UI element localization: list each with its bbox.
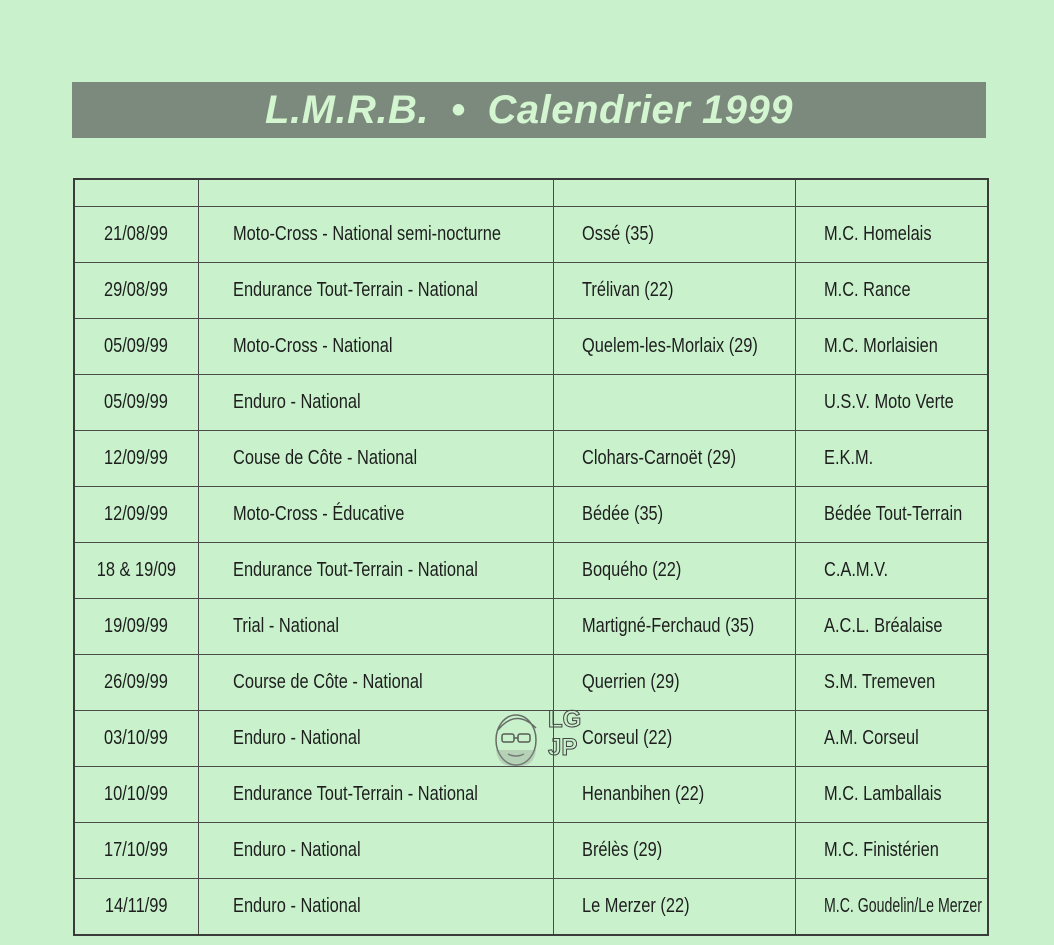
- event-cell: [198, 543, 553, 599]
- place-cell: [553, 487, 795, 543]
- place-cell: [553, 711, 795, 767]
- club-cell-text: M.C. Rance: [823, 279, 911, 301]
- date-cell-text: 19/09/99: [104, 615, 169, 637]
- watermark-letters: [548, 706, 581, 762]
- event-cell: [198, 319, 553, 375]
- date-cell-text: 05/09/99: [104, 391, 169, 413]
- club-cell-text: A.C.L. Bréalaise: [823, 615, 943, 637]
- event-cell-text: Enduro - National: [232, 895, 361, 917]
- club-cell-text: M.C. Goudelin/Le Merzer: [823, 895, 982, 917]
- title-left: L.M.R.B.: [265, 87, 429, 132]
- event-cell: [198, 375, 553, 431]
- place-cell-text: Henanbihen (22): [581, 783, 704, 805]
- event-cell-text: Moto-Cross - National: [232, 335, 393, 357]
- event-cell-text: Trial - National: [232, 615, 339, 637]
- event-cell-text: Moto-Cross - Éducative: [232, 503, 404, 525]
- place-cell-text: Trélivan (22): [581, 279, 673, 301]
- table-row: [74, 599, 988, 655]
- date-cell-text: 12/09/99: [104, 503, 169, 525]
- date-cell: [74, 599, 198, 655]
- date-cell-text: 05/09/99: [104, 335, 169, 357]
- date-cell: [74, 431, 198, 487]
- title-banner: [72, 82, 986, 138]
- club-cell-text: M.C. Finistérien: [823, 839, 939, 861]
- header-cell: [198, 179, 553, 207]
- place-cell: [553, 767, 795, 823]
- club-cell: [795, 655, 988, 711]
- table-row: [74, 543, 988, 599]
- table-row: [74, 375, 988, 431]
- title-separator: •: [451, 87, 466, 132]
- table-row: [74, 431, 988, 487]
- date-cell: [74, 711, 198, 767]
- club-cell-text: M.C. Morlaisien: [823, 335, 938, 357]
- event-cell-text: Endurance Tout-Terrain - National: [232, 279, 478, 301]
- place-cell: [553, 319, 795, 375]
- event-cell: [198, 487, 553, 543]
- club-cell-text: E.K.M.: [823, 447, 873, 469]
- table-row: [74, 823, 988, 879]
- header-cell: [74, 179, 198, 207]
- date-cell: [74, 823, 198, 879]
- date-cell: [74, 319, 198, 375]
- place-cell: [553, 207, 795, 263]
- date-cell-text: 21/08/99: [104, 223, 169, 245]
- place-cell: [553, 543, 795, 599]
- watermark-line1: LG: [548, 706, 582, 733]
- title-right: Calendrier 1999: [487, 87, 793, 132]
- club-cell: [795, 207, 988, 263]
- calendar-body: [74, 179, 988, 935]
- date-cell-text: 26/09/99: [104, 671, 169, 693]
- club-cell: [795, 487, 988, 543]
- date-cell: [74, 375, 198, 431]
- event-cell: [198, 207, 553, 263]
- club-cell: [795, 375, 988, 431]
- event-cell-text: Enduro - National: [232, 839, 361, 861]
- event-cell: [198, 431, 553, 487]
- club-cell: [795, 767, 988, 823]
- date-cell-text: 10/10/99: [104, 783, 169, 805]
- event-cell: [198, 263, 553, 319]
- event-cell: [198, 599, 553, 655]
- date-cell: [74, 767, 198, 823]
- place-cell: [553, 263, 795, 319]
- place-cell: [553, 375, 795, 431]
- club-cell-text: S.M. Tremeven: [823, 671, 935, 693]
- club-cell-text: C.A.M.V.: [823, 559, 888, 581]
- club-cell: [795, 599, 988, 655]
- club-cell: [795, 319, 988, 375]
- header-cell: [795, 179, 988, 207]
- club-cell-text: U.S.V. Moto Verte: [823, 391, 954, 413]
- table-row: [74, 767, 988, 823]
- date-cell: [74, 543, 198, 599]
- place-cell-text: Clohars-Carnoët (29): [581, 447, 736, 469]
- date-cell: [74, 207, 198, 263]
- event-cell-text: Moto-Cross - National semi-nocturne: [232, 223, 501, 245]
- table-row: [74, 263, 988, 319]
- event-cell-text: Endurance Tout-Terrain - National: [232, 559, 478, 581]
- table-row: [74, 319, 988, 375]
- club-cell-text: A.M. Corseul: [823, 727, 919, 749]
- club-cell: [795, 543, 988, 599]
- place-cell-text: Martigné-Ferchaud (35): [581, 615, 754, 637]
- place-cell-text: Quelem-les-Morlaix (29): [581, 335, 758, 357]
- date-cell-text: 18 & 19/09: [96, 559, 176, 581]
- club-cell: [795, 431, 988, 487]
- place-cell-text: Boquého (22): [581, 559, 681, 581]
- watermark-line2: JP: [548, 734, 578, 761]
- event-cell: [198, 767, 553, 823]
- date-cell-text: 03/10/99: [104, 727, 169, 749]
- date-cell: [74, 655, 198, 711]
- event-cell-text: Enduro - National: [232, 727, 361, 749]
- place-cell-text: Le Merzer (22): [581, 895, 690, 917]
- table-row: [74, 487, 988, 543]
- club-cell-text: M.C. Homelais: [823, 223, 932, 245]
- place-cell: [553, 823, 795, 879]
- club-cell-text: Bédée Tout-Terrain: [823, 503, 962, 525]
- place-cell-text: Corseul (22): [581, 727, 672, 749]
- date-cell-text: 14/11/99: [104, 895, 168, 917]
- event-cell-text: Course de Côte - National: [232, 671, 423, 693]
- date-cell-text: 29/08/99: [104, 279, 169, 301]
- calendar-table: [73, 178, 989, 936]
- club-cell: [795, 711, 988, 767]
- header-cell: [553, 179, 795, 207]
- event-cell-text: Couse de Côte - National: [232, 447, 417, 469]
- table-row: [74, 879, 988, 936]
- place-cell: [553, 431, 795, 487]
- date-cell: [74, 487, 198, 543]
- page-title: [265, 88, 793, 133]
- place-cell-text: Bédée (35): [581, 503, 663, 525]
- event-cell-text: Endurance Tout-Terrain - National: [232, 783, 478, 805]
- date-cell: [74, 879, 198, 936]
- table-header-spacer: [74, 179, 988, 207]
- club-cell: [795, 823, 988, 879]
- date-cell: [74, 263, 198, 319]
- club-cell: [795, 263, 988, 319]
- table-row: [74, 207, 988, 263]
- place-cell: [553, 599, 795, 655]
- place-cell: [553, 655, 795, 711]
- date-cell-text: 12/09/99: [104, 447, 169, 469]
- club-cell-text: M.C. Lamballais: [823, 783, 942, 805]
- club-cell: [795, 879, 988, 936]
- event-cell: [198, 823, 553, 879]
- event-cell-text: Enduro - National: [232, 391, 361, 413]
- place-cell-text: Ossé (35): [581, 223, 654, 245]
- place-cell: [553, 879, 795, 936]
- event-cell: [198, 879, 553, 936]
- place-cell-text: Querrien (29): [581, 671, 680, 693]
- place-cell-text: Brélès (29): [581, 839, 662, 861]
- date-cell-text: 17/10/99: [104, 839, 169, 861]
